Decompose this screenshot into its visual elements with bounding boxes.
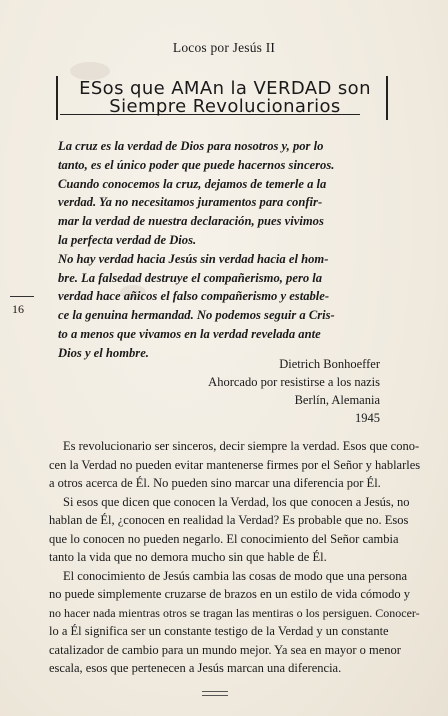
body-line: hablan de Él, ¿conocen en realidad la Verdad? Es probable que no. Esos [49, 513, 409, 527]
attribution-note: Ahorcado por resistirse a los nazis [208, 375, 380, 389]
quote-line: ce la genuina hermandad. No podemos seguir a Cris- [58, 308, 335, 323]
quote-line: No hay verdad hacia Jesús sin verdad hacia el hom- [58, 251, 329, 266]
body-line: cen la Verdad no pueden evitar mantenerse firmes por el Señor y hablarles [49, 457, 421, 472]
quote-line: mar la verdad de nuestra declaración, pues vivimos [58, 214, 324, 229]
body-line: escala, esos que pertenecen a Jesús marcan una diferencia. [49, 661, 342, 675]
page-number: 16 [12, 302, 24, 316]
quote-line: tanto, es el único poder que puede hacernos sinceros. [58, 157, 335, 172]
quote-line: verdad hace añicos el falso compañerismo y estable- [58, 289, 330, 304]
quote-line: bre. La falsedad destruye el compañerismo, pero la [58, 270, 323, 285]
quote-line: Cuando conocemos la cruz, dejamos de temerle a la [58, 176, 327, 191]
body-line: Si esos que dicen que conocen la Verdad, los que conocen a Jesús, no [63, 494, 410, 509]
quote-line: verdad. Ya no necesitamos juramentos para confir- [58, 195, 323, 210]
footer-ornament [202, 691, 228, 696]
quote-line: la perfecta verdad de Dios. [58, 232, 197, 247]
attribution-place: Berlín, Alemania [294, 393, 380, 407]
body-line: que lo conocen no pueden negarlo. El conocimiento del Señor cambia [49, 531, 399, 546]
running-head: Locos por Jesús II [172, 40, 276, 55]
quote-line: Dios y el hombre. [58, 345, 149, 360]
body-line: no puede simplemente cruzarse de brazos en un estilo de vida cómodo y [49, 587, 410, 601]
body-text [49, 437, 421, 678]
chapter-title-line-2: Siempre Revolucionarios [109, 96, 341, 117]
body-line: catalizador de cambio para un mundo mejor. Ya sea en mayor o menor [49, 642, 401, 657]
body-line: no hacer nada mientras otros se tragan las mentiras o los persiguen. Conocer- [49, 605, 420, 620]
body-line: a otros acerca de Él. No pueden sino marcar una diferencia por Él. [49, 476, 381, 490]
quote-attribution [180, 355, 380, 427]
body-line: lo a Él significa ser un constante testigo de la Verdad y un constante [49, 624, 389, 638]
quote-line: to a menos que vivamos en la verdad revelada ante [58, 326, 321, 341]
epigraph-quote [58, 137, 393, 363]
body-line: El conocimiento de Jesús cambia las cosas de modo que una persona [63, 568, 408, 583]
attribution-author: Dietrich Bonhoeffer [279, 357, 380, 371]
chapter-title [60, 74, 371, 117]
attribution-year: 1945 [355, 411, 380, 425]
body-line: tanto la vida que no demora mucho sin que hable de Él. [49, 550, 327, 564]
quote-line: La cruz es la verdad de Dios para nosotros y, por lo [58, 139, 324, 153]
body-line: Es revolucionario ser sinceros, decir siempre la verdad. Esos que cono- [63, 439, 420, 453]
chapter-title-line-1: ESos que AMAn la VERDAD son [79, 78, 371, 99]
